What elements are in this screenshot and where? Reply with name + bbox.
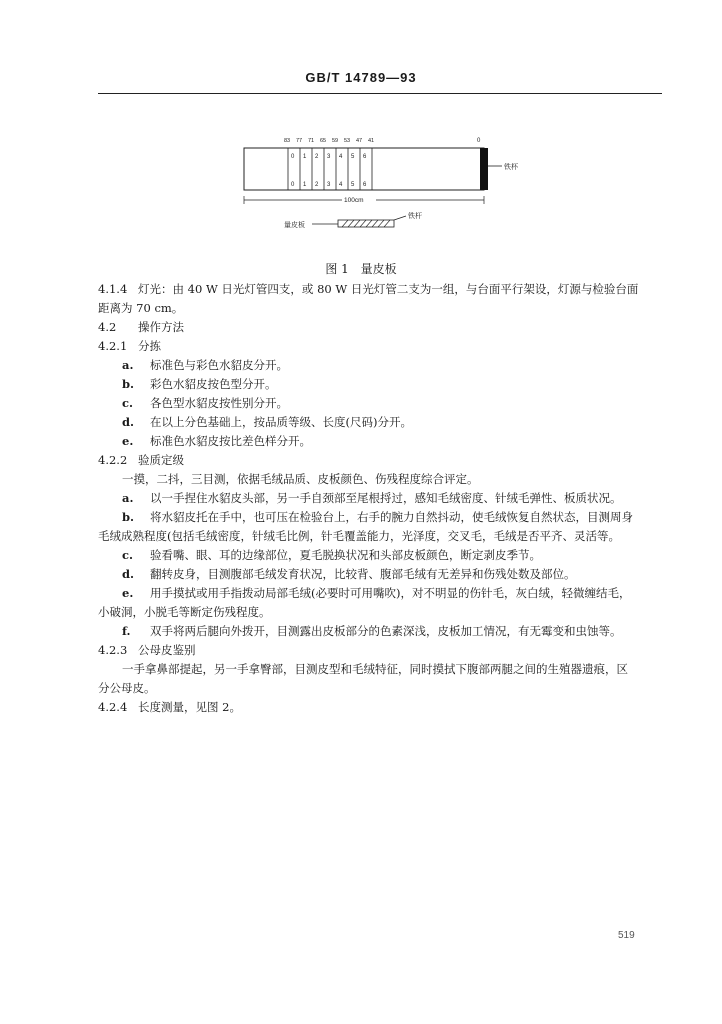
list-item: [98, 375, 664, 394]
item-marker: c.: [122, 396, 134, 410]
list-item: [98, 565, 664, 584]
scale-tick-label: 47: [356, 138, 363, 144]
section-text-cont: 分公母皮。: [98, 681, 156, 695]
right-label: 铁杯: [504, 164, 518, 171]
section-4-2: [98, 318, 664, 337]
item-marker: e.: [122, 586, 134, 600]
item-marker: a.: [122, 358, 134, 372]
item-text: 在以上分色基础上，按品质等级、长度(尺码)分开。: [150, 415, 412, 429]
measuring-board-figure: [230, 128, 530, 238]
section-4-1-4-cont: [98, 299, 664, 318]
top-scale-labels: [284, 138, 374, 144]
list-item: [98, 394, 664, 413]
scale-tick-label: 71: [308, 138, 315, 144]
section-number: 4.2.2: [98, 453, 128, 467]
row-number-label: 0: [291, 182, 295, 188]
item-marker: f.: [122, 624, 131, 638]
length-label: 100cm: [344, 197, 364, 204]
legend-left: 量皮板: [284, 222, 305, 229]
standard-code: GB/T 14789—93: [305, 70, 417, 85]
section-text: 距离为 70 cm。: [98, 301, 184, 315]
row-number-label: 0: [291, 154, 295, 160]
scale-tick-label: 41: [368, 138, 375, 144]
section-number: 4.2.3: [98, 643, 128, 657]
scale-tick-label: 53: [344, 138, 351, 144]
section-text: 一手拿鼻部提起，另一手拿臀部，目测皮型和毛绒特征，同时摸拭下腹部两腿之间的生殖器遗痕，区: [122, 662, 628, 676]
section-number: 4.2: [98, 320, 117, 334]
item-marker: b.: [122, 510, 135, 524]
section-number: 4.2.1: [98, 339, 128, 353]
scale-tick-label: 59: [332, 138, 339, 144]
section-4-2-1: [98, 337, 664, 356]
list-item-cont: 毛绒成熟程度(包括毛绒密度，针绒毛比例，针毛覆盖能力，光泽度，交叉毛，毛绒是否平齐、灵活等。: [98, 529, 620, 543]
item-text: 翻转皮身，目测腹部毛绒发育状况，比较背、腹部毛绒有无差异和伤残处数及部位。: [150, 567, 576, 581]
row-number-label: 6: [363, 182, 367, 188]
row-number-label: 1: [303, 154, 307, 160]
row2-labels: [291, 182, 367, 188]
page-number: 519: [618, 930, 635, 941]
section-4-2-3: [98, 641, 664, 660]
item-marker: d.: [122, 415, 135, 429]
side-view-board: [338, 220, 394, 227]
section-intro: 一摸，二抖，三目测，依据毛绒品质、皮板颜色、伤残程度综合评定。: [122, 472, 479, 486]
zero-label: 0: [477, 138, 481, 144]
item-text: 双手将两后腿向外拨开，目测露出皮板部分的色素深浅，皮板加工情况，有无霉变和虫蚀等。: [150, 624, 622, 638]
section-text: 长度测量，见图 2。: [138, 700, 241, 714]
row-number-label: 6: [363, 154, 367, 160]
list-item: [98, 546, 664, 565]
item-text: 各色型水貂皮按性别分开。: [150, 396, 288, 410]
list-item-cont: 小破洞，小脱毛等断定伤残程度。: [98, 605, 271, 619]
figure-title: 量皮板: [360, 262, 397, 276]
row-number-label: 4: [339, 182, 343, 188]
scale-tick-label: 65: [320, 138, 327, 144]
row-number-label: 3: [327, 182, 331, 188]
list-item: [98, 508, 664, 527]
row-number-label: 2: [315, 182, 319, 188]
section-number: 4.1.4: [98, 282, 128, 296]
section-4-2-4: [98, 698, 664, 717]
section-4-1-4: [98, 280, 664, 299]
list-item: [98, 413, 664, 432]
row1-labels: [291, 154, 367, 160]
item-text: 标准色与彩色水貂皮分开。: [150, 358, 288, 372]
body-text: [98, 280, 664, 717]
section-number: 4.2.4: [98, 700, 128, 714]
item-marker: e.: [122, 434, 134, 448]
legend-right: 铁杆: [408, 213, 422, 220]
item-text: 以一手捏住水貂皮头部，另一手自颈部至尾根捋过，感知毛绒密度、针绒毛弹性、板质状况。: [150, 491, 622, 505]
list-item: [98, 584, 664, 603]
item-marker: d.: [122, 567, 135, 581]
section-title: 操作方法: [138, 320, 184, 334]
end-block: [480, 148, 488, 190]
legend-right-line: [394, 216, 406, 220]
row-number-label: 2: [315, 154, 319, 160]
item-text: 标准色水貂皮按比差色样分开。: [150, 434, 311, 448]
page-header: [0, 70, 722, 85]
figure-caption: [0, 260, 722, 277]
scale-tick-label: 83: [284, 138, 291, 144]
list-item: [98, 622, 664, 641]
item-text: 将水貂皮托在手中，也可压在检验台上，右手的腕力自然抖动，使毛绒恢复自然状态，目测周身: [150, 510, 633, 524]
figure-number: 图 1: [325, 262, 349, 276]
item-marker: a.: [122, 491, 134, 505]
section-title: 验质定级: [138, 453, 184, 467]
row-number-label: 3: [327, 154, 331, 160]
row-number-label: 1: [303, 182, 307, 188]
row-number-label: 5: [351, 154, 355, 160]
section-text: 灯光：由 40 W 日光灯管四支，或 80 W 日光灯管二支为一组，与台面平行架设，灯源与检验台面: [138, 282, 639, 296]
row-number-label: 5: [351, 182, 355, 188]
row-number-label: 4: [339, 154, 343, 160]
list-item: [98, 356, 664, 375]
item-marker: b.: [122, 377, 135, 391]
section-title: 公母皮鉴别: [138, 643, 196, 657]
section-title: 分拣: [138, 339, 161, 353]
section-4-2-2: [98, 451, 664, 470]
item-marker: c.: [122, 548, 134, 562]
item-text: 彩色水貂皮按色型分开。: [150, 377, 277, 391]
item-text: 验看嘴、眼、耳的边缘部位，夏毛脱换状况和头部皮板颜色，断定剥皮季节。: [150, 548, 541, 562]
header-rule: [98, 93, 662, 94]
list-item: [98, 432, 664, 451]
scale-tick-label: 77: [296, 138, 303, 144]
item-text: 用手摸拭或用手指拨动局部毛绒(必要时可用嘴吹)，对不明显的伤针毛，灰白绒，轻微缠结毛，: [150, 586, 631, 600]
list-item: [98, 489, 664, 508]
